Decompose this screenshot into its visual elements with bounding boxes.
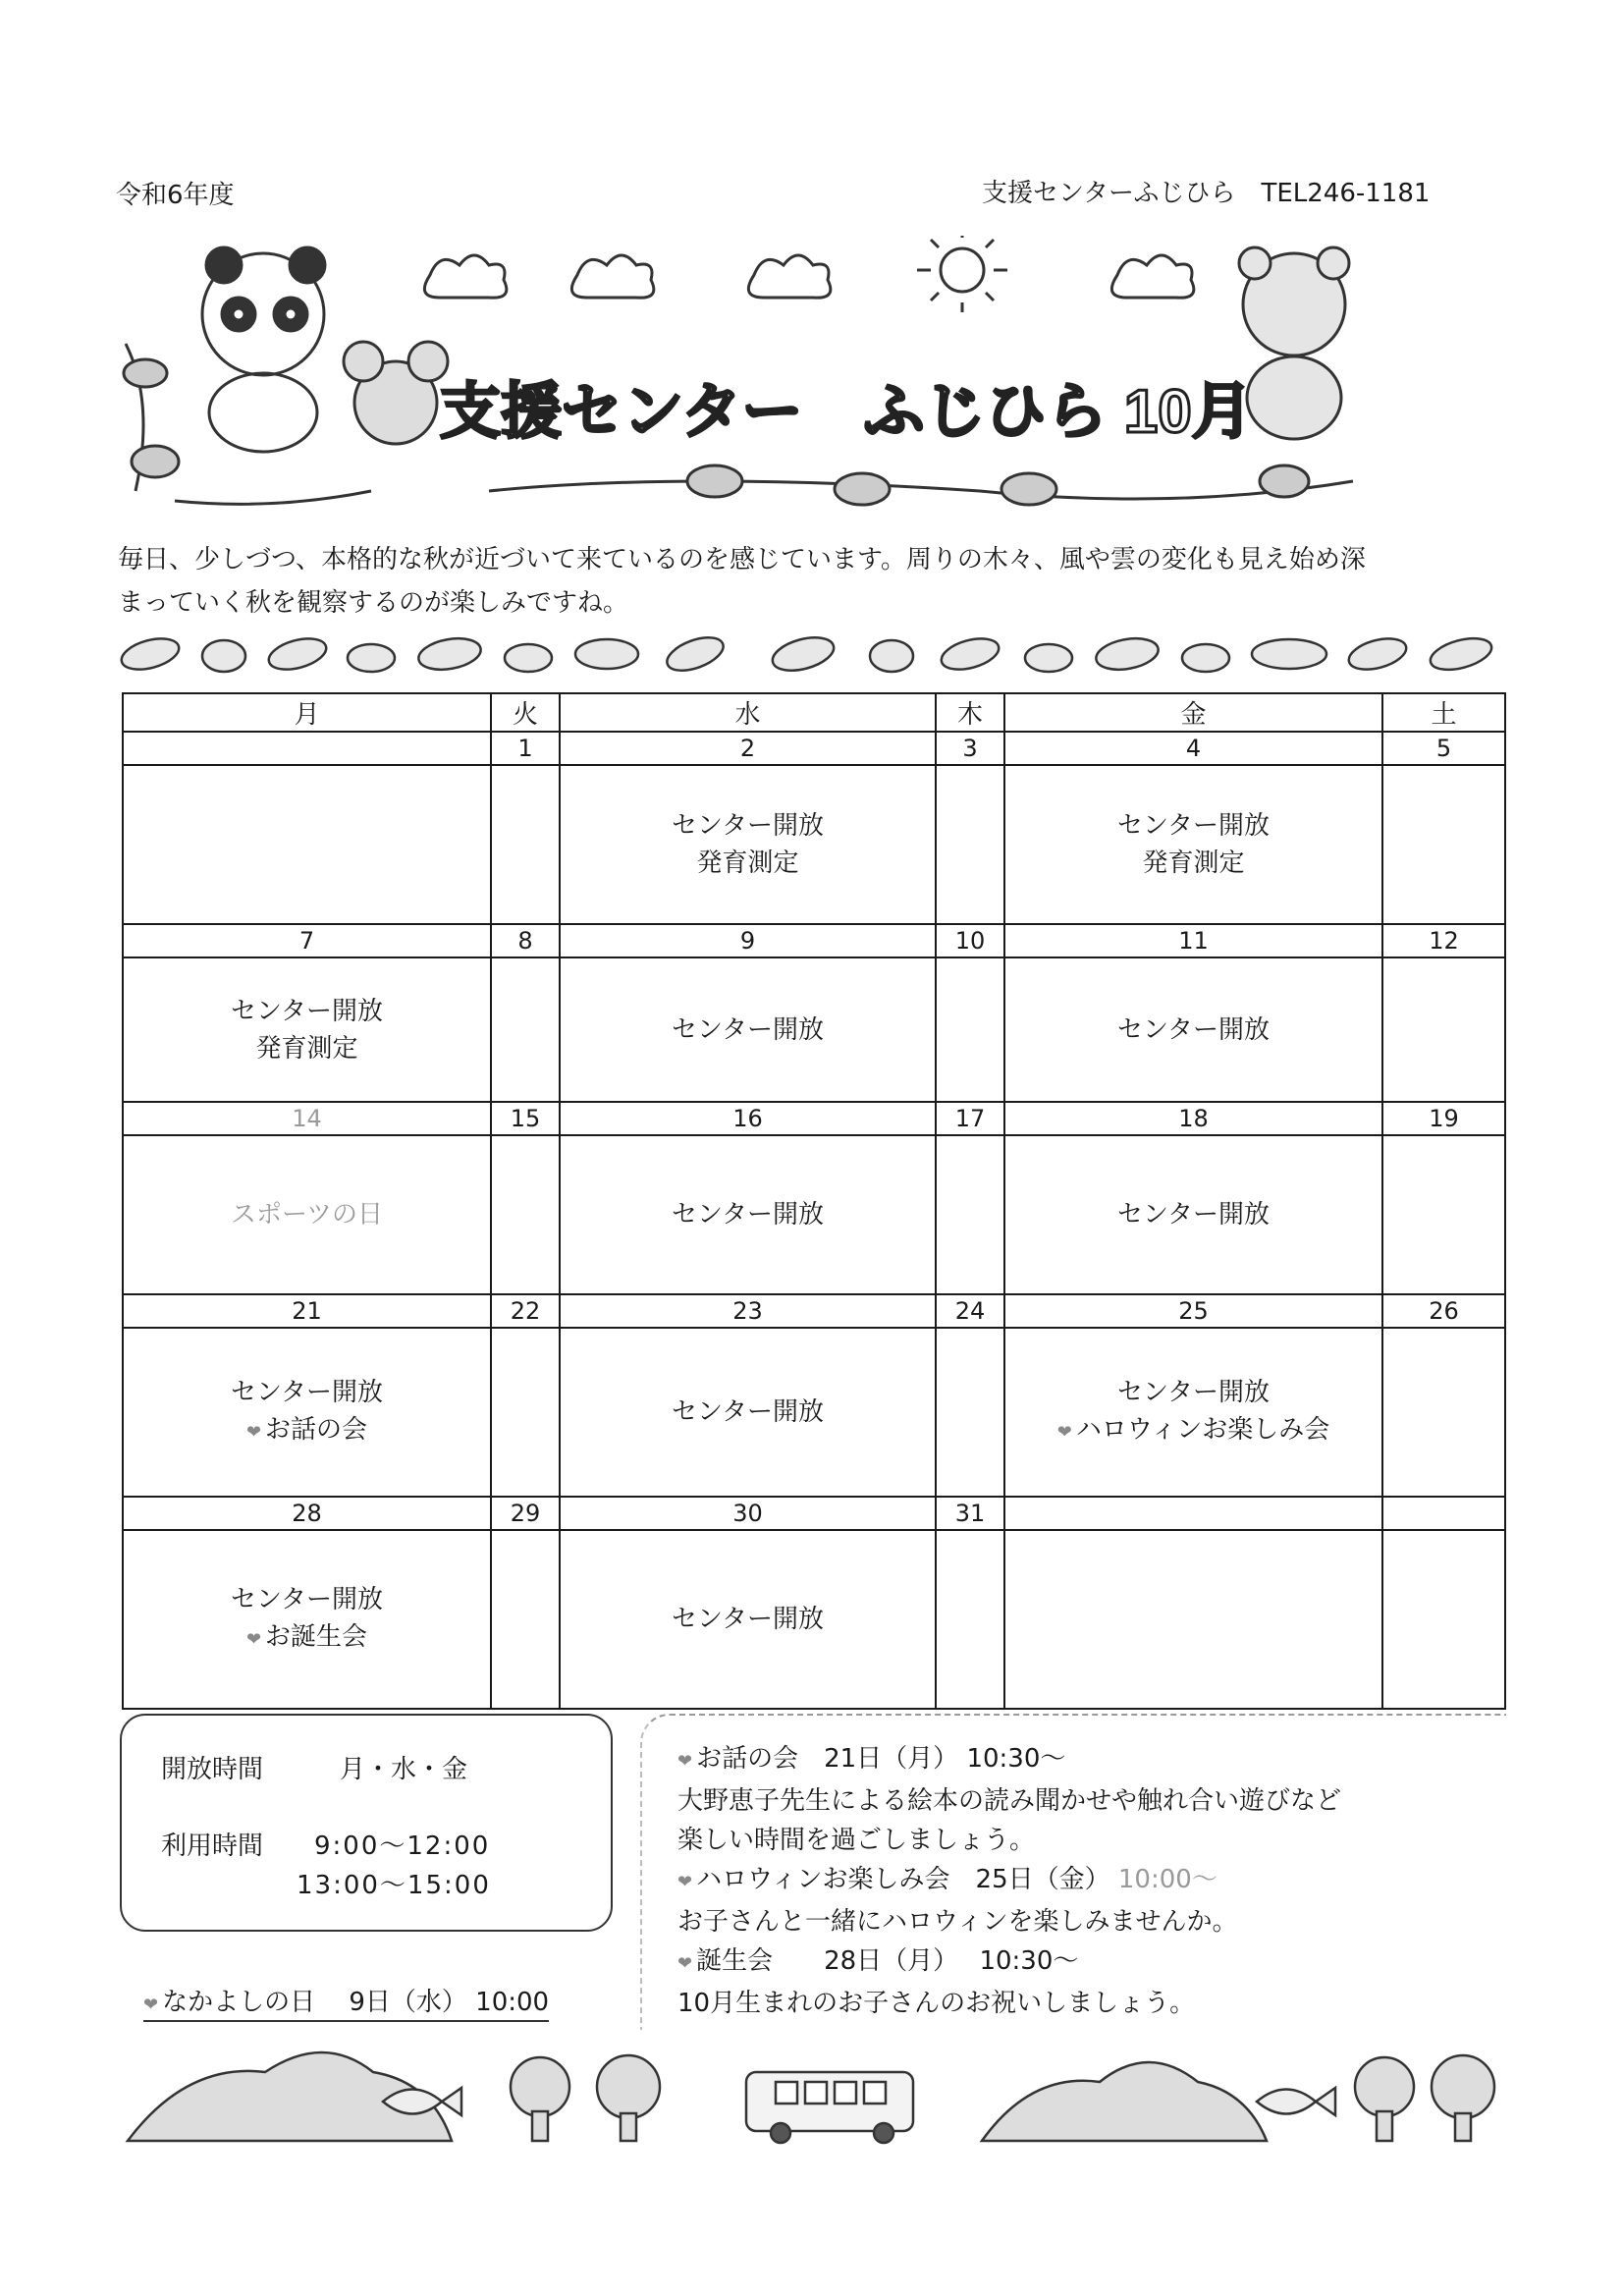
hill-icon — [982, 2062, 1267, 2141]
sweet-potato-icon — [348, 644, 395, 672]
heart-icon: ❤ — [677, 1751, 693, 1772]
event-text: お話の会 — [265, 1414, 368, 1445]
day-cell — [936, 957, 1004, 1102]
date-number: 1 — [491, 732, 560, 765]
sun-icon — [917, 236, 1007, 312]
day-cell — [123, 1135, 491, 1294]
heart-icon: ❤ — [245, 1628, 262, 1650]
events-row — [123, 765, 1505, 924]
day-cell — [123, 957, 491, 1102]
sweet-potato-icon — [118, 633, 182, 676]
october-calendar — [122, 692, 1506, 1710]
event-desc: 10月生まれのお子さんのお祝いしましょう。 — [677, 1989, 1196, 2018]
event-title: ❤ ハロウィンお楽しみ会 25日（金） 10:00～ — [677, 1865, 1217, 1894]
event-text: センター開放 — [231, 996, 383, 1026]
weekday-header: 水 — [560, 693, 936, 732]
mouse-illustration — [344, 342, 448, 444]
events-notes — [640, 1714, 1506, 2030]
date-number: 14 — [123, 1102, 491, 1135]
footer-illustration — [118, 2043, 1512, 2151]
cloud-icon — [571, 255, 653, 298]
day-cell — [1382, 1328, 1505, 1497]
sweet-potato-icon — [1252, 639, 1326, 669]
sweet-potato-icon — [769, 631, 838, 677]
date-number: 18 — [1004, 1102, 1382, 1135]
event-text: センター開放 — [1117, 1200, 1270, 1230]
weekday-header: 金 — [1004, 693, 1382, 732]
event-label — [561, 807, 935, 845]
day-cell — [491, 957, 560, 1102]
event-label — [124, 1618, 490, 1659]
sweet-potato-icon — [1427, 632, 1494, 676]
date-row — [123, 1102, 1505, 1135]
day-cell — [936, 1135, 1004, 1294]
sweet-potato-icon — [870, 640, 913, 672]
event-text: センター開放 — [672, 1605, 824, 1634]
date-number: 9 — [560, 924, 936, 957]
date-row — [123, 732, 1505, 765]
event-text: センター開放 — [231, 1377, 383, 1407]
sweet-potato-icon — [938, 633, 1001, 676]
event-label — [561, 845, 935, 882]
date-number: 23 — [560, 1294, 936, 1328]
event-label — [561, 1394, 935, 1431]
time-slot: 9:00～12:00 — [314, 1831, 491, 1861]
sweet-potato-icon — [132, 446, 179, 477]
day-cell — [1004, 765, 1382, 924]
event-label — [124, 1030, 490, 1067]
tiger-illustration — [1239, 247, 1349, 439]
banner-title: 支援センター ふじひら 10月 — [440, 378, 1253, 446]
nakayoshi-text: なかよしの日 9日（水） 10:00 — [162, 1988, 550, 2017]
event-label — [561, 1011, 935, 1049]
weekday-header: 火 — [491, 693, 560, 732]
day-cell — [123, 765, 491, 924]
event-desc: 大野恵子先生による絵本の読み聞かせや触れ合い遊びなど — [677, 1786, 1342, 1816]
event-text: お誕生会 — [265, 1621, 368, 1652]
bus-icon — [746, 2072, 913, 2143]
date-number: 31 — [936, 1497, 1004, 1530]
hours-box — [120, 1714, 613, 1932]
date-number: 7 — [123, 924, 491, 957]
date-number: 17 — [936, 1102, 1004, 1135]
event-label — [1005, 1374, 1381, 1411]
event-text: センター開放 — [672, 1200, 824, 1230]
event-label — [124, 1411, 490, 1451]
date-number: 16 — [560, 1102, 936, 1135]
day-cell — [1004, 1135, 1382, 1294]
date-number — [123, 732, 491, 765]
time-slot: 13:00～15:00 — [297, 1871, 491, 1900]
intro-line: まっていく秋を観察するのが楽しみですね。 — [118, 588, 629, 618]
date-number — [1004, 1497, 1382, 1530]
sweet-potato-icon — [687, 465, 742, 497]
day-cell — [1382, 1135, 1505, 1294]
event-text: センター開放 — [1117, 1014, 1270, 1045]
event-label — [1005, 1011, 1381, 1049]
date-number: 3 — [936, 732, 1004, 765]
date-number: 21 — [123, 1294, 491, 1328]
day-cell — [1382, 765, 1505, 924]
fiscal-year: 令和6年度 — [116, 181, 235, 210]
cloud-icon — [1111, 255, 1193, 298]
day-cell — [491, 1135, 560, 1294]
sweet-potato-icon — [1345, 633, 1409, 676]
date-number: 30 — [560, 1497, 936, 1530]
heart-icon: ❤ — [1056, 1421, 1072, 1443]
tree-icon — [597, 2055, 660, 2141]
org-contact: 支援センターふじひら TEL246-1181 — [982, 179, 1431, 208]
sweet-potato-icon — [416, 634, 483, 675]
cloud-icon — [424, 255, 506, 298]
heart-icon: ❤ — [143, 1995, 159, 2015]
date-number: 5 — [1382, 732, 1505, 765]
sweet-potato-icon — [124, 359, 167, 387]
event-text: ハロウィンお楽しみ会 — [1075, 1414, 1330, 1445]
events-row — [123, 1135, 1505, 1294]
use-hours-label: 利用時間 — [161, 1831, 264, 1861]
day-cell — [560, 1135, 936, 1294]
sweet-potato-border — [116, 625, 1500, 683]
event-label — [1005, 1411, 1381, 1451]
sweet-potato-icon — [1001, 473, 1056, 505]
day-cell — [560, 1328, 936, 1497]
event-label — [561, 1196, 935, 1233]
event-title: ❤ 誕生会 28日（月） 10:30～ — [677, 1946, 1079, 1976]
tree-icon — [1355, 2057, 1414, 2141]
date-number: 22 — [491, 1294, 560, 1328]
date-number: 8 — [491, 924, 560, 957]
banner-illustration — [116, 236, 1402, 520]
event-label — [561, 1601, 935, 1638]
day-cell — [1382, 957, 1505, 1102]
sweet-potato-icon — [1025, 644, 1072, 672]
date-number: 10 — [936, 924, 1004, 957]
event-text: センター開放 — [672, 1397, 824, 1427]
date-number: 28 — [123, 1497, 491, 1530]
event-text: 発育測定 — [696, 848, 799, 878]
sweet-potato-icon — [1094, 634, 1161, 675]
event-text: センター開放 — [672, 1014, 824, 1045]
date-number: 24 — [936, 1294, 1004, 1328]
events-row — [123, 957, 1505, 1102]
weekday-header: 土 — [1382, 693, 1505, 732]
event-label — [124, 1196, 490, 1233]
cloud-icon — [748, 255, 830, 298]
nakayoshi-day — [143, 1982, 549, 2022]
sweet-potato-icon — [265, 633, 329, 676]
intro-line: 毎日、少しづつ、本格的な秋が近づいて来ているのを感じています。周りの木々、風や雲の変化も見え始め深 — [118, 545, 1366, 574]
tree-icon — [1432, 2055, 1494, 2141]
fish-icon — [1257, 2088, 1335, 2115]
date-number: 11 — [1004, 924, 1382, 957]
date-number: 2 — [560, 732, 936, 765]
event-label — [1005, 845, 1381, 882]
sweet-potato-icon — [1260, 465, 1309, 497]
day-cell — [936, 1530, 1004, 1709]
events-row — [123, 1530, 1505, 1709]
event-label — [1005, 1196, 1381, 1233]
event-title: ❤ お話の会 21日（月） 10:30～ — [677, 1744, 1066, 1774]
panda-illustration — [202, 247, 325, 452]
event-label — [124, 1581, 490, 1618]
event-label — [124, 1374, 490, 1411]
day-cell — [1004, 1530, 1382, 1709]
heart-icon: ❤ — [677, 1953, 693, 1974]
weekday-header: 木 — [936, 693, 1004, 732]
weekday-header-row — [123, 693, 1505, 732]
open-days: 月・水・金 — [340, 1755, 468, 1784]
sweet-potato-icon — [1182, 644, 1229, 672]
sweet-potato-icon — [575, 639, 638, 669]
event-text: センター開放 — [672, 811, 824, 841]
sweet-potato-icon — [663, 631, 728, 678]
event-desc: 楽しい時間を過ごしましょう。 — [677, 1826, 1036, 1855]
day-cell — [936, 765, 1004, 924]
day-cell — [560, 1530, 936, 1709]
heart-icon: ❤ — [677, 1872, 693, 1892]
day-cell — [560, 957, 936, 1102]
day-cell — [491, 765, 560, 924]
day-cell — [491, 1328, 560, 1497]
date-number — [1382, 1497, 1505, 1530]
date-number: 4 — [1004, 732, 1382, 765]
heart-icon: ❤ — [245, 1421, 262, 1443]
event-text: 発育測定 — [1142, 848, 1245, 878]
tree-icon — [511, 2057, 569, 2141]
events-row — [123, 1328, 1505, 1497]
intro-text — [118, 538, 1512, 625]
event-desc: お子さんと一緒にハロウィンを楽しみませんか。 — [677, 1907, 1238, 1937]
sweet-potato-icon — [835, 473, 890, 505]
date-number: 15 — [491, 1102, 560, 1135]
sweet-potato-icon — [202, 640, 245, 672]
date-number: 12 — [1382, 924, 1505, 957]
event-label — [1005, 807, 1381, 845]
event-text: センター開放 — [1117, 1377, 1270, 1407]
day-cell — [936, 1328, 1004, 1497]
event-text: スポーツの日 — [231, 1200, 383, 1230]
day-cell — [1004, 957, 1382, 1102]
date-row — [123, 1497, 1505, 1530]
day-cell — [491, 1530, 560, 1709]
day-cell — [1382, 1530, 1505, 1709]
event-label — [124, 993, 490, 1030]
date-number: 19 — [1382, 1102, 1505, 1135]
date-row — [123, 924, 1505, 957]
date-number: 29 — [491, 1497, 560, 1530]
event-text: センター開放 — [231, 1584, 383, 1614]
day-cell — [1004, 1328, 1382, 1497]
weekday-header: 月 — [123, 693, 491, 732]
date-number: 25 — [1004, 1294, 1382, 1328]
day-cell — [560, 765, 936, 924]
event-text: 発育測定 — [255, 1033, 358, 1064]
event-text: センター開放 — [1117, 811, 1270, 841]
day-cell — [123, 1530, 491, 1709]
event-time: 10:00～ — [1117, 1865, 1217, 1894]
date-number: 26 — [1382, 1294, 1505, 1328]
day-cell — [123, 1328, 491, 1497]
sweet-potato-icon — [505, 644, 552, 672]
open-hours-label: 開放時間 — [161, 1755, 264, 1784]
date-row — [123, 1294, 1505, 1328]
